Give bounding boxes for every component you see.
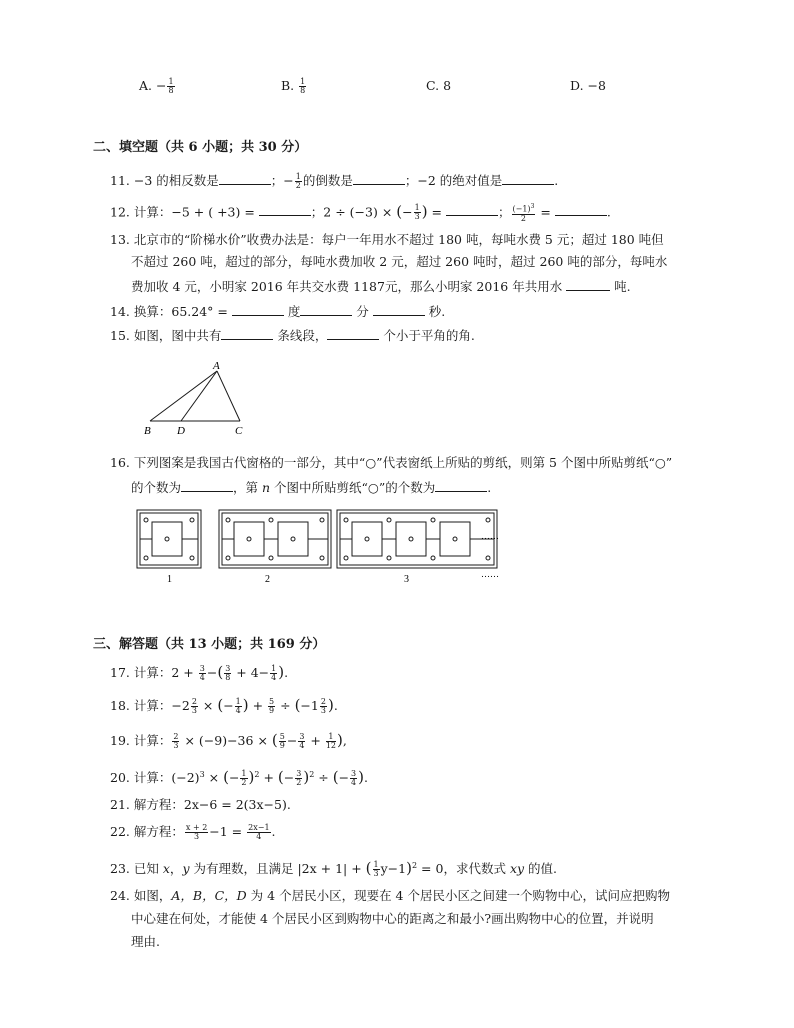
point-b-label: B [144, 425, 151, 437]
q20-end: . [364, 770, 368, 786]
q20-fraction-1-denominator: 2 [241, 778, 247, 788]
option-b-fraction [299, 78, 306, 95]
q16-line-2-text-4: . [487, 480, 492, 495]
pattern-3-square-1 [352, 522, 382, 556]
question-11 [110, 172, 558, 190]
q12-fraction-1-denominator: 3 [414, 212, 420, 222]
option-b-denominator: 8 [300, 86, 306, 95]
segment-ac [217, 371, 240, 421]
q23-variable-y: y [182, 861, 190, 877]
q22-end: . [271, 824, 276, 839]
option-a-sign: − [156, 78, 167, 93]
q18-fraction-2-denominator: 4 [235, 706, 241, 715]
q19-fraction-1 [172, 733, 179, 750]
q18-fraction-4-denominator: 3 [320, 706, 326, 715]
option-a-denominator: 8 [168, 86, 174, 95]
q12-fraction-2-numerator [512, 203, 536, 215]
point-d-label: D [177, 425, 185, 437]
q17-number: 17. [110, 665, 130, 680]
q13-line-1-text: 北京市的“阶梯水价”收费办法是：每户一年用水不超过 180 吨，每吨水费 5 元；超过 180 吨但 [133, 232, 664, 247]
q20-fraction-3-denominator: 4 [351, 778, 357, 788]
q12-number: 12. [110, 204, 130, 220]
q12-fraction-1-numerator: 1 [414, 203, 420, 213]
q24-line-1-text-1: 如图， [133, 888, 172, 903]
q20-text-3: + [259, 770, 278, 786]
option-a-label: A. [139, 78, 153, 93]
question-15 [110, 327, 475, 344]
q19-fraction-1-denominator: 3 [173, 741, 179, 750]
q22-text-2: −1 = [209, 824, 247, 839]
question-22 [110, 824, 276, 841]
question-19: 19. 计算： $\frac{2}{3}$ × (−9)−36 × ( $\frac{5}{9}$ − $\frac{3}{4}$ + $\frac{1}{12}$ ), [110, 731, 347, 750]
q20-text-4: ÷ [314, 770, 333, 786]
pattern-2-corner-dot-tl [226, 518, 230, 522]
option-a-fraction [167, 78, 174, 95]
q15-number: 15. [110, 328, 130, 343]
q18-fraction-3-numerator: 5 [269, 697, 275, 706]
q14-text-2: 度 [283, 304, 301, 319]
q11-number: 11. [110, 173, 130, 188]
q16-line-2-text-1: 的个数为 [131, 480, 182, 495]
q15-text-3: 个小于平角的角. [379, 328, 475, 343]
q20-fraction-3 [350, 770, 357, 787]
q17-fraction-2-denominator: 8 [225, 673, 231, 682]
q17-text-3: + 4− [232, 665, 270, 680]
q14-blank-3 [373, 303, 425, 316]
window-pattern-figure [136, 508, 516, 586]
question-16-line-2 [131, 479, 491, 496]
q12-text-5: = [536, 204, 555, 220]
q22-fraction-1-numerator: x + 2 [185, 823, 208, 832]
question-18: 18. 计算：−2 $\frac{2}{3}$ × (− $\frac{1}{4}$ ) + $\frac{5}{9}$ ÷ (−1 $\frac{2}{3}$ ). [110, 696, 338, 715]
q17-fraction-2 [224, 665, 231, 682]
q18-text-2: × [198, 698, 218, 713]
q14-number: 14. [110, 304, 130, 319]
q18-fraction-4 [320, 698, 327, 715]
pattern-1-square-1 [152, 522, 182, 556]
pattern-2-square-1 [234, 522, 264, 556]
q18-fraction-2-numerator: 1 [235, 697, 241, 706]
q17-fraction-1-denominator: 4 [199, 673, 205, 682]
q12-text-1: 计算：−5 + ( +3) = [133, 204, 259, 220]
question-24-line-1 [110, 888, 670, 904]
option-a [139, 78, 176, 95]
q14-blank-1 [232, 303, 284, 316]
segment-ba [150, 371, 217, 421]
q19-fraction-1-numerator: 2 [173, 732, 179, 741]
option-b-label: B. [281, 78, 295, 93]
q12-text-3: = [427, 204, 446, 220]
q20-fraction-3-numerator: 3 [351, 769, 357, 779]
q18-end: . [333, 698, 338, 713]
q17-text-2: − [206, 665, 218, 680]
pattern-2-top-mid-dot-1 [269, 518, 273, 522]
q17-end: . [284, 665, 289, 680]
q20-fraction-2 [295, 770, 302, 787]
q23-fraction [373, 861, 380, 878]
q17-fraction-1 [199, 665, 206, 682]
q11-blank-1 [219, 172, 271, 185]
point-a-label: A [213, 360, 220, 372]
q20-fraction-1 [240, 770, 247, 787]
q11-blank-2 [353, 172, 405, 185]
pattern-3-square-2 [396, 522, 426, 556]
q16-number: 16. [110, 455, 130, 470]
q11-fraction [295, 173, 302, 190]
q23-expression-xy: xy [509, 861, 525, 877]
q23-text-1: 已知 [133, 861, 163, 877]
pattern-ellipsis-bottom: …… [481, 569, 499, 579]
q19-fraction-2-numerator: 5 [279, 732, 285, 741]
q22-fraction-2-numerator: 2x−1 [248, 823, 270, 832]
q22-fraction-1 [185, 824, 208, 841]
q14-text-3: 分 [352, 304, 373, 319]
q19-text-4: + [306, 733, 325, 748]
q12-blank-2 [446, 203, 498, 216]
q13-blank [566, 278, 610, 291]
pattern-2-bottom-mid-dot-1 [269, 556, 273, 560]
q12-fraction-1 [414, 204, 421, 221]
q19-fraction-4 [326, 733, 336, 750]
q21-text: 解方程：2x−6 = 2(3x−5). [133, 797, 291, 812]
q14-text-1: 换算：65.24° = [133, 304, 232, 319]
q20-text-1: 计算：(−2) [133, 770, 200, 786]
q24-points: A，B，C，D [171, 888, 247, 903]
q22-fraction-2-denominator: 4 [256, 832, 262, 841]
q23-fraction-numerator: 1 [373, 860, 379, 870]
q24-line-1-text-2: 为 4 个居民小区，现要在 4 个居民小区之间建一个购物中心，试问应把购物 [246, 888, 670, 903]
pattern-3-corner-dot-tl [344, 518, 348, 522]
section-3-title: 三、解答题（共 13 小题；共 169 分） [93, 637, 326, 652]
pattern-2-corner-dot-br [320, 556, 324, 560]
q23-text-4: y−1 [380, 861, 407, 877]
pattern-1-corner-dot-tl [144, 518, 148, 522]
q13-line-3-text: 费加收 4 元，小明家 2016 年共交水费 1187元，那么小明家 2016 年共用水 [131, 279, 567, 294]
q11-text-4: ；−2 的绝对值是 [404, 173, 503, 188]
q19-fraction-2 [279, 733, 286, 750]
pattern-3-top-mid-dot-2 [431, 518, 435, 522]
q12-text-2: ；2 ÷ (−3) × [310, 204, 397, 220]
q18-fraction-2 [235, 698, 242, 715]
option-b [281, 78, 307, 95]
q18-fraction-4-numerator: 2 [320, 697, 326, 706]
q18-text-3: + [248, 698, 268, 713]
q12-blank-3 [555, 203, 607, 216]
q15-text-1: 如图，图中共有 [133, 328, 222, 343]
q17-fraction-3-denominator: 4 [271, 673, 277, 682]
pattern-3-bottom-mid-dot-1 [387, 556, 391, 560]
q11-text-3: 的倒数是 [302, 173, 353, 188]
q11-blank-3 [502, 172, 554, 185]
q11-text-2: ；− [270, 173, 294, 188]
pattern-ellipsis-top: …… [481, 531, 499, 541]
q14-text-4: 秒. [424, 304, 446, 319]
pattern-1-label: 1 [167, 574, 172, 585]
q24-number: 24. [110, 888, 130, 903]
pattern-3-bottom-mid-dot-2 [431, 556, 435, 560]
q20-fraction-1-numerator: 1 [241, 769, 247, 779]
q22-fraction-1-denominator: 3 [194, 832, 200, 841]
q12-text-4: ； [498, 204, 511, 220]
pattern-1-corner-dot-bl [144, 556, 148, 560]
q20-exponent-2: 2 [254, 770, 260, 779]
q23-variable-x: x [162, 861, 170, 877]
question-21 [110, 797, 291, 813]
q11-fraction-numerator: 1 [295, 172, 301, 181]
q12-text-6: . [606, 204, 611, 220]
q18-fraction-3-denominator: 9 [269, 706, 275, 715]
q12-fraction-2-exponent: 3 [530, 203, 535, 210]
q23-text-3: 为有理数，且满足 |2x + 1| + [189, 861, 366, 877]
q13-line-3-end: 吨. [610, 279, 631, 294]
q20-fraction-2-numerator: 3 [296, 769, 302, 779]
pattern-3-square-3 [440, 522, 470, 556]
point-c-label: C [235, 425, 243, 437]
q23-text-6: 的值. [524, 861, 558, 877]
q19-fraction-3-denominator: 4 [299, 741, 305, 750]
q18-text-5: −1 [300, 698, 319, 713]
q18-text-1: 计算：−2 [133, 698, 190, 713]
q18-fraction-3 [268, 698, 275, 715]
q19-text-3: − [286, 733, 298, 748]
q23-number: 23. [110, 861, 130, 877]
q19-fraction-3 [298, 733, 305, 750]
pattern-2-label: 2 [265, 574, 270, 585]
q19-fraction-3-numerator: 3 [299, 732, 305, 741]
q17-fraction-2-numerator: 3 [225, 664, 231, 673]
q22-fraction-2 [247, 824, 270, 841]
q16-line-1-text: 下列图案是我国古代窗格的一部分，其中“○”代表窗纸上所贴的剪纸，则第 5 个图中所贴剪纸“○” [133, 455, 673, 470]
q12-fraction-2-base: (−1) [512, 204, 531, 214]
q15-blank-1 [221, 327, 273, 340]
q18-number: 18. [110, 698, 130, 713]
q19-fraction-4-denominator: 12 [325, 741, 337, 750]
pattern-1-corner-dot-br [190, 556, 194, 560]
q11-text-5: . [554, 173, 559, 188]
pattern-1-corner-dot-tr [190, 518, 194, 522]
option-c: C. 8 [426, 78, 452, 93]
q12-inner-sign: − [402, 204, 413, 220]
q17-fraction-3 [270, 665, 277, 682]
question-24-line-3: 理由. [131, 934, 160, 949]
triangle-figure [140, 358, 250, 438]
segment-da [181, 371, 217, 421]
q17-fraction-3-numerator: 1 [271, 664, 277, 673]
question-20: 20. 计算：$(-2)^3$ × (− $\frac{1}{2}$ )$^2$ + (− $\frac{3}{2}$ )$^2$ ÷ (− $\frac{3}{4}$ ). [110, 768, 368, 788]
pattern-2-corner-dot-bl [226, 556, 230, 560]
q14-blank-2 [300, 303, 352, 316]
pattern-3-top-mid-dot-1 [387, 518, 391, 522]
q17-fraction-1-numerator: 3 [199, 664, 205, 673]
q20-fraction-2-denominator: 2 [296, 778, 302, 788]
question-13-line-3 [131, 278, 631, 295]
q20-number: 20. [110, 770, 130, 786]
q20-exponent-1: 3 [199, 770, 205, 779]
q18-fraction-1 [191, 698, 198, 715]
q19-text-1: 计算： [133, 733, 172, 748]
q11-text-1: −3 的相反数是 [133, 173, 219, 188]
q15-text-2: 条线段， [273, 328, 328, 343]
q20-text-2: × [204, 770, 224, 786]
q19-end: , [342, 733, 347, 748]
question-14 [110, 303, 445, 320]
q16-line-2-text-3: 个图中所贴剪纸“○”的个数为 [270, 480, 436, 495]
option-a-numerator: 1 [168, 77, 174, 86]
q19-fraction-2-denominator: 9 [279, 741, 285, 750]
q11-fraction-denominator: 2 [295, 181, 301, 190]
q12-fraction-2 [512, 203, 536, 223]
pattern-3-corner-dot-tr [486, 518, 490, 522]
q13-number: 13. [110, 232, 130, 247]
pattern-3-label: 3 [404, 574, 409, 585]
q16-blank-2 [435, 479, 487, 492]
q19-number: 19. [110, 733, 130, 748]
q22-number: 22. [110, 824, 130, 839]
q21-number: 21. [110, 797, 130, 812]
q23-fraction-denominator: 3 [373, 869, 379, 879]
question-12: 12. 计算：−5 + ( +3) = ；2 ÷ (−3) × (− $\frac{1}{3}$ ) = ； $\frac{(-1)^3}{2}$ = . [110, 202, 611, 223]
q23-text-2: ， [169, 861, 183, 877]
q20-exponent-3: 2 [309, 770, 315, 779]
option-b-numerator: 1 [300, 77, 306, 86]
q23-exponent: 2 [411, 861, 418, 870]
question-23: 23. 已知 x，y 为有理数，且满足 |2x + 1| + ( $\frac{1}{3}$ y−1)$^2$ = 0，求代数式 xy 的值. [110, 859, 558, 879]
q12-blank-1 [259, 203, 311, 216]
q18-fraction-1-denominator: 3 [191, 706, 197, 715]
q15-blank-2 [327, 327, 379, 340]
question-17: 17. 计算：2 + $\frac{3}{4}$ −( $\frac{3}{8}$ + 4− $\frac{1}{4}$ ). [110, 663, 289, 682]
question-24-line-2: 中心建在何处，才能使 4 个居民小区到购物中心的距离之和最小?画出购物中心的位置，并说明 [131, 911, 654, 926]
q22-text-1: 解方程： [133, 824, 184, 839]
section-2-title: 二、填空题（共 6 小题；共 30 分） [93, 140, 308, 155]
pattern-2-square-2 [278, 522, 308, 556]
q18-text-4: ÷ [276, 698, 295, 713]
pattern-3-corner-dot-bl [344, 556, 348, 560]
q19-text-2: × (−9)−36 × [180, 733, 272, 748]
question-13-line-2: 不超过 260 吨，超过的部分，每吨水费加收 2 元，超过 260 吨时，超过 260 吨的部分，每吨水 [131, 254, 668, 269]
q18-fraction-1-numerator: 2 [191, 697, 197, 706]
pattern-3-corner-dot-br [486, 556, 490, 560]
option-d: D. −8 [570, 78, 606, 93]
q23-text-5: = 0，求代数式 [417, 861, 510, 877]
pattern-2-corner-dot-tr [320, 518, 324, 522]
question-13-line-1 [110, 232, 664, 248]
q17-text-1: 计算：2 + [133, 665, 198, 680]
q19-fraction-4-numerator: 1 [326, 733, 336, 742]
q16-line-2-text-2: ，第 [233, 480, 262, 495]
q12-fraction-2-denominator: 2 [520, 213, 526, 223]
q16-variable-n: n [262, 480, 271, 495]
q16-blank-1 [181, 479, 233, 492]
question-16-line-1 [110, 455, 672, 471]
